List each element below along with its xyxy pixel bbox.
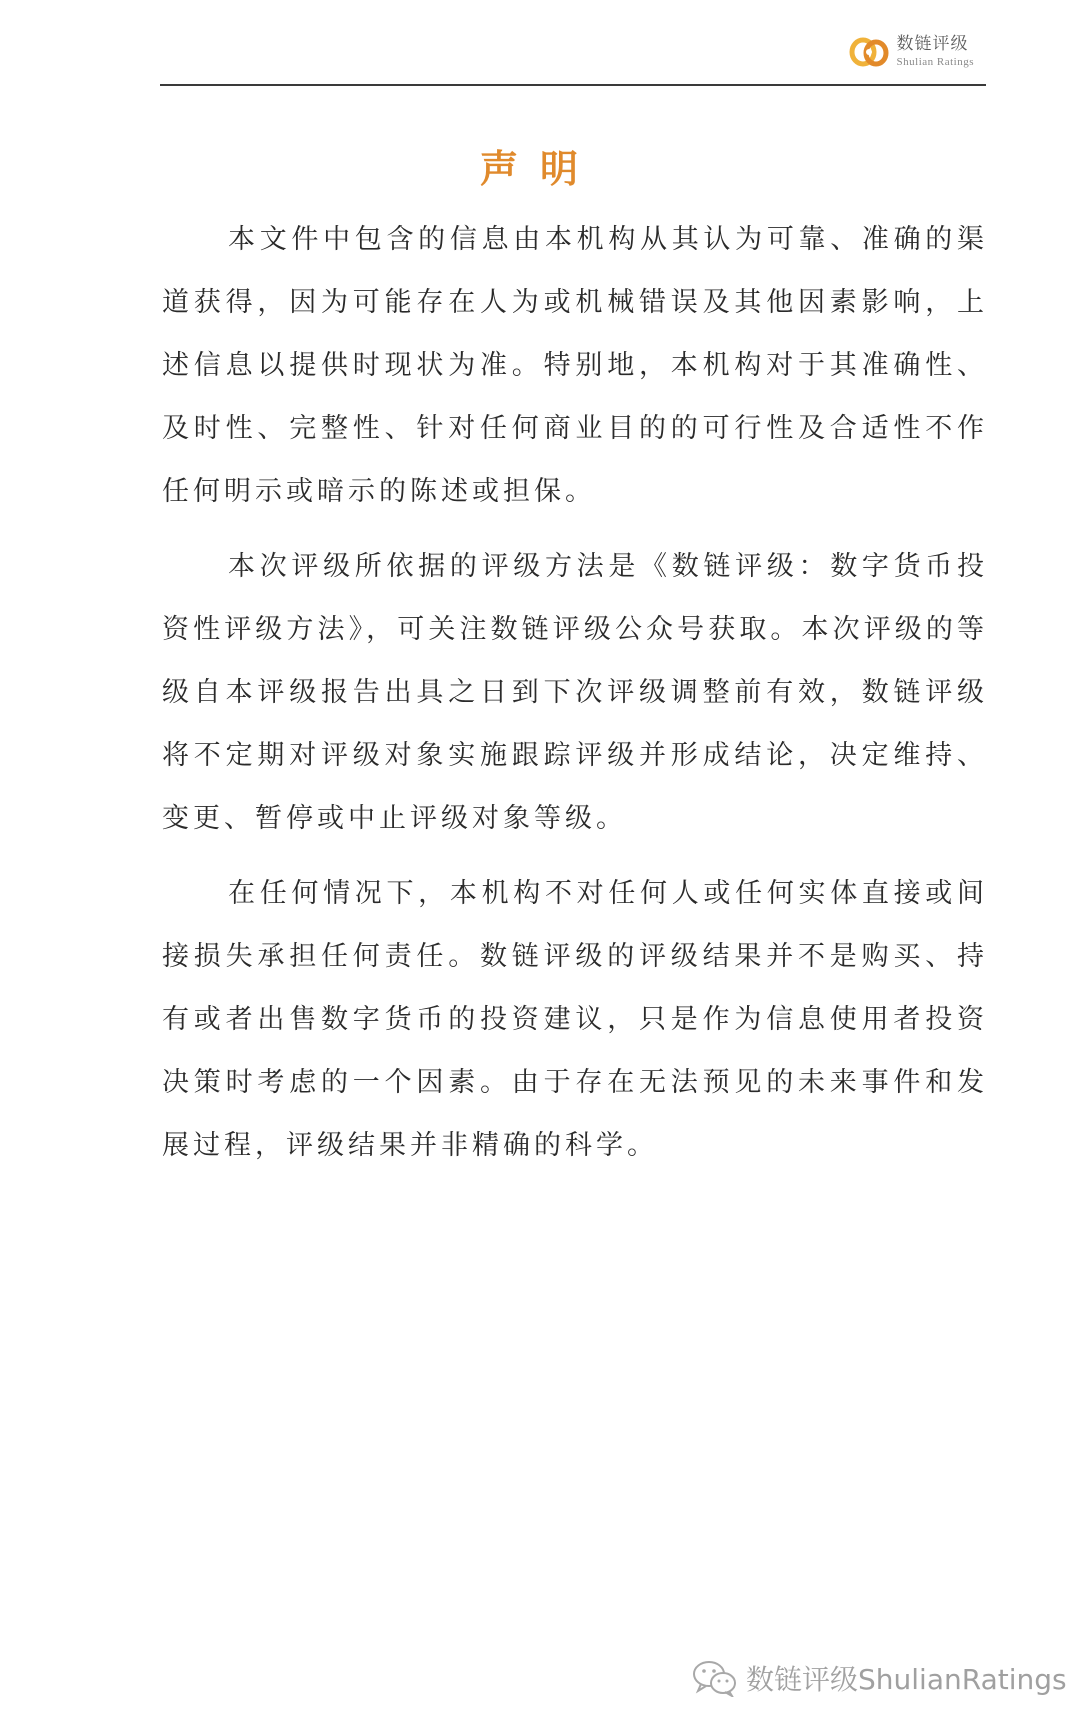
brand-logo [849, 34, 974, 70]
paragraph-liability: 在任何情况下，本机构不对任何人或任何实体直接或间接损失承担任何责任。数链评级的评级结果并不是购买、持有或者出售数字货币的投资建议，只是作为信息使用者投资决策时考虑的一个因素。由于存在无法预见的未来事件和发展过程，评级结果并非精确的科学。 [162, 878, 988, 1161]
watermark-text: 数链评级ShulianRatings [746, 1663, 1067, 1696]
page-title: 声明 [479, 147, 600, 191]
wechat-icon [692, 1659, 738, 1697]
wechat-watermark [692, 1658, 1067, 1698]
brand-name-cn: 数链评级 [896, 34, 969, 54]
brand-logo-icon [849, 34, 889, 70]
page-header [160, 0, 986, 86]
paragraph-rating-method: 本次评级所依据的评级方法是《数链评级：数字货币投资性评级方法》，可关注数链评级公众号获取。本次评级的等级自本评级报告出具之日到下次评级调整前有效，数链评级将不定期对评级对象实施跟踪评级并形成结论，决定维持、变更、暂停或中止评级对象等级。 [162, 551, 988, 834]
statement-body [162, 208, 988, 1189]
brand-name-en: Shulian Ratings [896, 56, 974, 68]
paragraph-info-source: 本文件中包含的信息由本机构从其认为可靠、准确的渠道获得，因为可能存在人为或机械错误及其他因素影响，上述信息以提供时现状为准。特别地，本机构对于其准确性、及时性、完整性、针对任何商业目的的可行性及合适性不作任何明示或暗示的陈述或担保。 [162, 224, 988, 507]
